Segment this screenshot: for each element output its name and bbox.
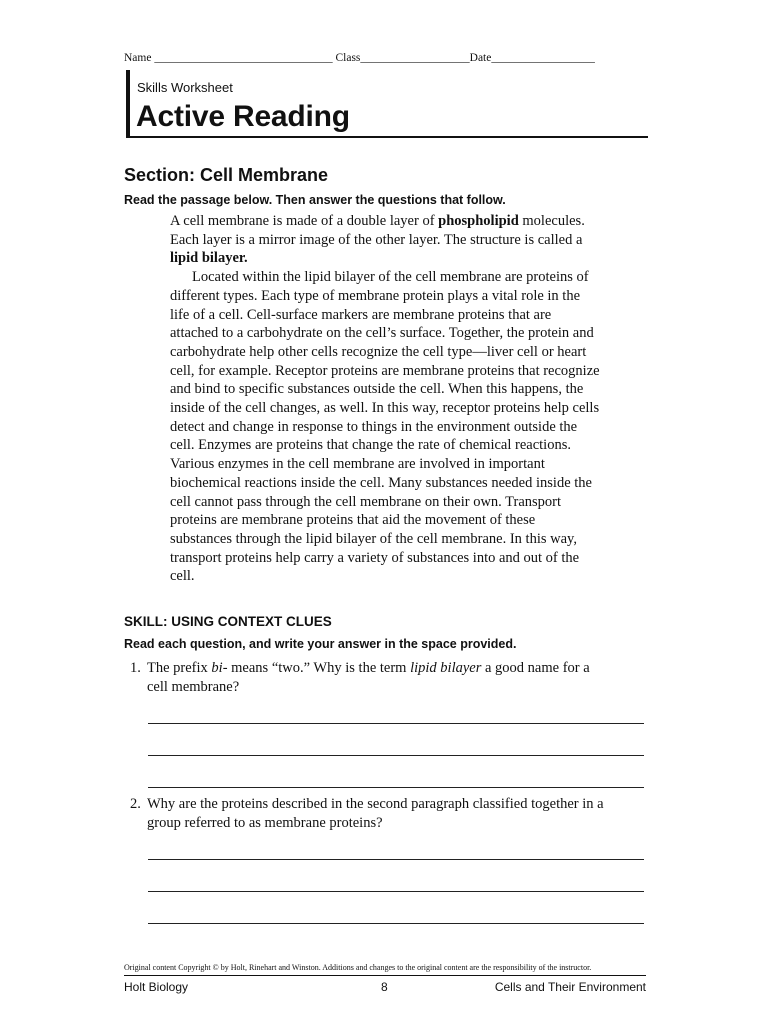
- name-blank[interactable]: _______________________________: [154, 52, 333, 64]
- footer-chapter-title: Cells and Their Environment: [494, 980, 646, 994]
- question-1: 1. The prefix bi- means “two.” Why is the term lipid bilayer a good name for a cell membrane?: [130, 660, 590, 695]
- footer-rule: [124, 975, 646, 976]
- passage-paragraph-2: Located within the lipid bilayer of the cell membrane are proteins of different types. Each type of membrane protein plays a vital role in the life of a cell. Cell-surface markers are membrane proteins that are attached to a carbohydrate on the cell’s surface. Together, the protein and carbohydrate help other cells recognize the cell type—liver cell or heart cell, for example. Receptor proteins are membrane proteins that recognize and bind to specific substances outside the cell. When this happens, the inside of the cell changes, as well. In this way, receptor proteins help cells detect and change in response to things in the environment outside the cell. Enzymes are proteins that change the rate of chemical reactions. Various enzymes in the cell membrane are involved in important biochemical reactions inside the cell. Many substances needed inside the cell cannot pass through the cell membrane on their own. Transport proteins are membrane proteins that aid the movement of these substances through the lipid bilayer of the cell membrane. In this way, transport proteins help carry a variety of substances into and out of the cell.: [170, 269, 600, 585]
- answer-line-q2-3[interactable]: [148, 923, 644, 924]
- answer-line-q1-3[interactable]: [148, 787, 644, 788]
- page-number: 8: [381, 980, 388, 994]
- date-label: Date: [469, 52, 492, 64]
- footer-book-title: Holt Biology: [124, 980, 189, 994]
- answer-line-q2-2[interactable]: [148, 891, 644, 892]
- copyright-notice: Original content Copyright © by Holt, Rinehart and Winston. Additions and changes to the original content are the responsibility of the instructor.: [124, 963, 592, 972]
- question-2: 2. Why are the proteins described in the second paragraph classified together in a group referred to as membrane proteins?: [130, 796, 604, 831]
- term-lipid-bilayer: lipid bilayer.: [170, 250, 248, 267]
- term-phospholipid: phospholipid: [438, 213, 519, 229]
- class-label: Class: [335, 52, 361, 64]
- answer-line-q1-2[interactable]: [148, 755, 644, 756]
- answer-line-q2-1[interactable]: [148, 859, 644, 860]
- student-info-header: [124, 52, 595, 64]
- question-number: 1.: [130, 660, 141, 676]
- class-blank[interactable]: ___________________: [360, 52, 470, 64]
- date-blank[interactable]: __________________: [491, 52, 595, 64]
- title-rule: [126, 136, 648, 138]
- reading-passage: [170, 212, 600, 586]
- section-title: Section: Cell Membrane: [124, 165, 329, 185]
- passage-paragraph-1: A cell membrane is made of a double layer of phospholipid molecules. Each layer is a mirror image of the other layer. The structure is called a lipid bilayer.: [170, 213, 585, 267]
- page-title: Active Reading: [136, 100, 350, 133]
- answer-line-q1-1[interactable]: [148, 723, 644, 724]
- worksheet-type-label: Skills Worksheet: [137, 80, 233, 95]
- skill-title: SKILL: USING CONTEXT CLUES: [124, 614, 332, 629]
- question-number: 2.: [130, 796, 141, 812]
- title-bracket: [126, 70, 130, 138]
- skill-instruction: Read each question, and write your answer in the space provided.: [124, 637, 517, 651]
- passage-instruction: Read the passage below. Then answer the questions that follow.: [124, 193, 506, 207]
- name-label: Name: [124, 52, 152, 64]
